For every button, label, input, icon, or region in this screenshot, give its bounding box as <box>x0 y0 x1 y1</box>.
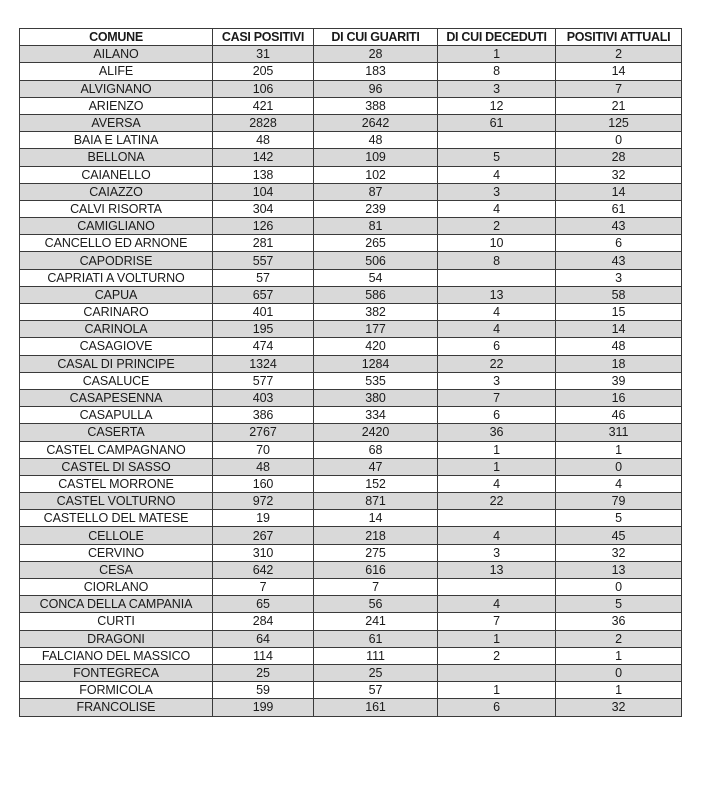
cell-casi-positivi: 64 <box>213 630 314 647</box>
cell-comune: CARINOLA <box>20 321 213 338</box>
table-row <box>20 200 682 217</box>
cell-positivi-attuali: 43 <box>556 252 682 269</box>
cell-positivi-attuali: 1 <box>556 682 682 699</box>
cell-positivi-attuali: 0 <box>556 664 682 681</box>
cell-deceduti: 4 <box>438 200 556 217</box>
cell-comune: CAIANELLO <box>20 166 213 183</box>
table-row <box>20 269 682 286</box>
table-row <box>20 493 682 510</box>
cell-casi-positivi: 59 <box>213 682 314 699</box>
cell-comune: CIORLANO <box>20 579 213 596</box>
cell-comune: CASTEL VOLTURNO <box>20 493 213 510</box>
cell-comune: FALCIANO DEL MASSICO <box>20 647 213 664</box>
cell-casi-positivi: 104 <box>213 183 314 200</box>
cell-casi-positivi: 7 <box>213 579 314 596</box>
table-row <box>20 355 682 372</box>
cell-casi-positivi: 2767 <box>213 424 314 441</box>
cell-casi-positivi: 577 <box>213 372 314 389</box>
cell-deceduti: 4 <box>438 475 556 492</box>
cell-deceduti: 13 <box>438 286 556 303</box>
cell-guariti: 56 <box>314 596 438 613</box>
cell-positivi-attuali: 39 <box>556 372 682 389</box>
cell-casi-positivi: 199 <box>213 699 314 716</box>
cell-comune: AVERSA <box>20 114 213 131</box>
cell-guariti: 102 <box>314 166 438 183</box>
cell-guariti: 81 <box>314 218 438 235</box>
table-body <box>20 46 682 716</box>
cell-positivi-attuali: 1 <box>556 441 682 458</box>
cell-casi-positivi: 48 <box>213 132 314 149</box>
cell-positivi-attuali: 2 <box>556 630 682 647</box>
cell-deceduti: 22 <box>438 355 556 372</box>
table-row <box>20 699 682 716</box>
cell-guariti: 183 <box>314 63 438 80</box>
cell-guariti: 152 <box>314 475 438 492</box>
cell-casi-positivi: 386 <box>213 407 314 424</box>
table-row <box>20 682 682 699</box>
table-row <box>20 149 682 166</box>
cell-casi-positivi: 195 <box>213 321 314 338</box>
cell-positivi-attuali: 48 <box>556 338 682 355</box>
cell-comune: CASTELLO DEL MATESE <box>20 510 213 527</box>
cell-guariti: 87 <box>314 183 438 200</box>
cell-casi-positivi: 25 <box>213 664 314 681</box>
cell-guariti: 161 <box>314 699 438 716</box>
cell-positivi-attuali: 28 <box>556 149 682 166</box>
cell-comune: CELLOLE <box>20 527 213 544</box>
cell-deceduti <box>438 510 556 527</box>
cell-casi-positivi: 160 <box>213 475 314 492</box>
table-row <box>20 441 682 458</box>
cell-deceduti: 1 <box>438 46 556 63</box>
cell-deceduti: 8 <box>438 252 556 269</box>
cell-deceduti: 3 <box>438 80 556 97</box>
table-row <box>20 252 682 269</box>
cell-positivi-attuali: 3 <box>556 269 682 286</box>
covid-cases-table <box>19 28 682 717</box>
cell-positivi-attuali: 45 <box>556 527 682 544</box>
cell-casi-positivi: 310 <box>213 544 314 561</box>
cell-positivi-attuali: 32 <box>556 544 682 561</box>
table-row <box>20 80 682 97</box>
cell-positivi-attuali: 32 <box>556 166 682 183</box>
cell-guariti: 2642 <box>314 114 438 131</box>
cell-positivi-attuali: 1 <box>556 647 682 664</box>
cell-comune: AILANO <box>20 46 213 63</box>
cell-guariti: 68 <box>314 441 438 458</box>
table-row <box>20 407 682 424</box>
cell-guariti: 239 <box>314 200 438 217</box>
cell-guariti: 2420 <box>314 424 438 441</box>
table-row <box>20 97 682 114</box>
cell-positivi-attuali: 6 <box>556 235 682 252</box>
cell-comune: CERVINO <box>20 544 213 561</box>
table-row <box>20 596 682 613</box>
column-header-positivi-attuali: POSITIVI ATTUALI <box>556 29 682 46</box>
cell-guariti: 1284 <box>314 355 438 372</box>
cell-casi-positivi: 657 <box>213 286 314 303</box>
cell-comune: BELLONA <box>20 149 213 166</box>
cell-comune: ARIENZO <box>20 97 213 114</box>
cell-deceduti: 13 <box>438 561 556 578</box>
cell-comune: CAPRIATI A VOLTURNO <box>20 269 213 286</box>
cell-positivi-attuali: 36 <box>556 613 682 630</box>
table-header <box>20 29 682 46</box>
cell-positivi-attuali: 16 <box>556 389 682 406</box>
cell-comune: ALVIGNANO <box>20 80 213 97</box>
cell-positivi-attuali: 61 <box>556 200 682 217</box>
cell-comune: CASAL DI PRINCIPE <box>20 355 213 372</box>
cell-comune: CASTEL CAMPAGNANO <box>20 441 213 458</box>
cell-positivi-attuali: 0 <box>556 132 682 149</box>
cell-deceduti: 2 <box>438 647 556 664</box>
cell-guariti: 7 <box>314 579 438 596</box>
cell-casi-positivi: 31 <box>213 46 314 63</box>
cell-comune: CALVI RISORTA <box>20 200 213 217</box>
table-row <box>20 46 682 63</box>
header-row <box>20 29 682 46</box>
cell-positivi-attuali: 7 <box>556 80 682 97</box>
cell-deceduti: 6 <box>438 407 556 424</box>
table-row <box>20 561 682 578</box>
cell-casi-positivi: 421 <box>213 97 314 114</box>
cell-comune: FONTEGRECA <box>20 664 213 681</box>
cell-deceduti: 4 <box>438 321 556 338</box>
column-header-deceduti: DI CUI DECEDUTI <box>438 29 556 46</box>
cell-guariti: 177 <box>314 321 438 338</box>
cell-casi-positivi: 2828 <box>213 114 314 131</box>
cell-comune: CAPUA <box>20 286 213 303</box>
cell-casi-positivi: 403 <box>213 389 314 406</box>
cell-comune: CONCA DELLA CAMPANIA <box>20 596 213 613</box>
cell-comune: ALIFE <box>20 63 213 80</box>
cell-guariti: 420 <box>314 338 438 355</box>
cell-guariti: 47 <box>314 458 438 475</box>
cell-deceduti: 1 <box>438 441 556 458</box>
table-row <box>20 304 682 321</box>
cell-guariti: 388 <box>314 97 438 114</box>
cell-deceduti: 8 <box>438 63 556 80</box>
cell-positivi-attuali: 43 <box>556 218 682 235</box>
table-row <box>20 389 682 406</box>
table-row <box>20 544 682 561</box>
cell-positivi-attuali: 14 <box>556 63 682 80</box>
cell-guariti: 48 <box>314 132 438 149</box>
cell-deceduti: 12 <box>438 97 556 114</box>
table-row <box>20 458 682 475</box>
cell-deceduti: 6 <box>438 338 556 355</box>
cell-guariti: 586 <box>314 286 438 303</box>
cell-guariti: 218 <box>314 527 438 544</box>
cell-comune: FORMICOLA <box>20 682 213 699</box>
cell-comune: CAPODRISE <box>20 252 213 269</box>
cell-positivi-attuali: 13 <box>556 561 682 578</box>
cell-positivi-attuali: 125 <box>556 114 682 131</box>
cell-casi-positivi: 281 <box>213 235 314 252</box>
cell-casi-positivi: 114 <box>213 647 314 664</box>
cell-comune: CASAGIOVE <box>20 338 213 355</box>
table-row <box>20 647 682 664</box>
cell-deceduti: 7 <box>438 389 556 406</box>
cell-positivi-attuali: 21 <box>556 97 682 114</box>
cell-comune: CASAPESENNA <box>20 389 213 406</box>
table-row <box>20 510 682 527</box>
cell-deceduti <box>438 664 556 681</box>
cell-casi-positivi: 284 <box>213 613 314 630</box>
cell-casi-positivi: 205 <box>213 63 314 80</box>
cell-casi-positivi: 138 <box>213 166 314 183</box>
cell-guariti: 334 <box>314 407 438 424</box>
cell-casi-positivi: 48 <box>213 458 314 475</box>
table-row <box>20 424 682 441</box>
table-row <box>20 235 682 252</box>
cell-guariti: 96 <box>314 80 438 97</box>
cell-comune: CASERTA <box>20 424 213 441</box>
cell-comune: CANCELLO ED ARNONE <box>20 235 213 252</box>
table-row <box>20 372 682 389</box>
cell-deceduti: 6 <box>438 699 556 716</box>
cell-positivi-attuali: 0 <box>556 458 682 475</box>
cell-casi-positivi: 19 <box>213 510 314 527</box>
cell-deceduti: 4 <box>438 527 556 544</box>
cell-guariti: 25 <box>314 664 438 681</box>
cell-deceduti: 1 <box>438 458 556 475</box>
cell-comune: CAIAZZO <box>20 183 213 200</box>
column-header-guariti: DI CUI GUARITI <box>314 29 438 46</box>
cell-positivi-attuali: 5 <box>556 596 682 613</box>
cell-guariti: 61 <box>314 630 438 647</box>
cell-guariti: 57 <box>314 682 438 699</box>
cell-casi-positivi: 267 <box>213 527 314 544</box>
cell-casi-positivi: 972 <box>213 493 314 510</box>
cell-guariti: 28 <box>314 46 438 63</box>
table-row <box>20 475 682 492</box>
cell-guariti: 241 <box>314 613 438 630</box>
cell-casi-positivi: 1324 <box>213 355 314 372</box>
cell-deceduti: 5 <box>438 149 556 166</box>
column-header-comune: COMUNE <box>20 29 213 46</box>
cell-deceduti: 3 <box>438 372 556 389</box>
cell-deceduti: 4 <box>438 596 556 613</box>
cell-positivi-attuali: 58 <box>556 286 682 303</box>
table-row <box>20 338 682 355</box>
cell-guariti: 616 <box>314 561 438 578</box>
cell-guariti: 380 <box>314 389 438 406</box>
cell-deceduti: 4 <box>438 166 556 183</box>
cell-comune: CASTEL MORRONE <box>20 475 213 492</box>
cell-deceduti: 1 <box>438 630 556 647</box>
cell-positivi-attuali: 0 <box>556 579 682 596</box>
cell-guariti: 871 <box>314 493 438 510</box>
cell-casi-positivi: 106 <box>213 80 314 97</box>
cell-guariti: 109 <box>314 149 438 166</box>
cell-guariti: 54 <box>314 269 438 286</box>
cell-positivi-attuali: 18 <box>556 355 682 372</box>
cell-positivi-attuali: 14 <box>556 321 682 338</box>
table-row <box>20 218 682 235</box>
cell-deceduti <box>438 132 556 149</box>
cell-guariti: 111 <box>314 647 438 664</box>
table-row <box>20 183 682 200</box>
cell-deceduti <box>438 269 556 286</box>
cell-guariti: 506 <box>314 252 438 269</box>
cell-casi-positivi: 142 <box>213 149 314 166</box>
cell-deceduti <box>438 579 556 596</box>
table-row <box>20 286 682 303</box>
cell-deceduti: 36 <box>438 424 556 441</box>
cell-deceduti: 61 <box>438 114 556 131</box>
cell-deceduti: 7 <box>438 613 556 630</box>
cell-casi-positivi: 642 <box>213 561 314 578</box>
table-row <box>20 321 682 338</box>
cell-positivi-attuali: 15 <box>556 304 682 321</box>
table-row <box>20 664 682 681</box>
cell-guariti: 535 <box>314 372 438 389</box>
cell-casi-positivi: 70 <box>213 441 314 458</box>
cell-casi-positivi: 474 <box>213 338 314 355</box>
cell-comune: CASTEL DI SASSO <box>20 458 213 475</box>
cell-casi-positivi: 57 <box>213 269 314 286</box>
cell-guariti: 14 <box>314 510 438 527</box>
table-row <box>20 132 682 149</box>
table-row <box>20 579 682 596</box>
cell-comune: CARINARO <box>20 304 213 321</box>
cell-positivi-attuali: 2 <box>556 46 682 63</box>
cell-casi-positivi: 304 <box>213 200 314 217</box>
cell-casi-positivi: 401 <box>213 304 314 321</box>
table-row <box>20 630 682 647</box>
cell-guariti: 265 <box>314 235 438 252</box>
cell-positivi-attuali: 311 <box>556 424 682 441</box>
cell-positivi-attuali: 46 <box>556 407 682 424</box>
table-row <box>20 166 682 183</box>
cell-positivi-attuali: 14 <box>556 183 682 200</box>
cell-comune: DRAGONI <box>20 630 213 647</box>
cell-comune: CASALUCE <box>20 372 213 389</box>
cell-deceduti: 10 <box>438 235 556 252</box>
cell-deceduti: 1 <box>438 682 556 699</box>
cell-guariti: 382 <box>314 304 438 321</box>
cell-deceduti: 22 <box>438 493 556 510</box>
cell-deceduti: 2 <box>438 218 556 235</box>
table-row <box>20 527 682 544</box>
table-row <box>20 63 682 80</box>
cell-positivi-attuali: 79 <box>556 493 682 510</box>
cell-casi-positivi: 557 <box>213 252 314 269</box>
cell-positivi-attuali: 32 <box>556 699 682 716</box>
cell-positivi-attuali: 5 <box>556 510 682 527</box>
column-header-casi-positivi: CASI POSITIVI <box>213 29 314 46</box>
cell-comune: BAIA E LATINA <box>20 132 213 149</box>
table-row <box>20 613 682 630</box>
cell-comune: FRANCOLISE <box>20 699 213 716</box>
cell-casi-positivi: 126 <box>213 218 314 235</box>
table-row <box>20 114 682 131</box>
cell-comune: CURTI <box>20 613 213 630</box>
cell-deceduti: 3 <box>438 544 556 561</box>
cell-casi-positivi: 65 <box>213 596 314 613</box>
cell-comune: CASAPULLA <box>20 407 213 424</box>
cell-positivi-attuali: 4 <box>556 475 682 492</box>
cell-comune: CAMIGLIANO <box>20 218 213 235</box>
cell-deceduti: 4 <box>438 304 556 321</box>
cell-guariti: 275 <box>314 544 438 561</box>
cell-deceduti: 3 <box>438 183 556 200</box>
cell-comune: CESA <box>20 561 213 578</box>
